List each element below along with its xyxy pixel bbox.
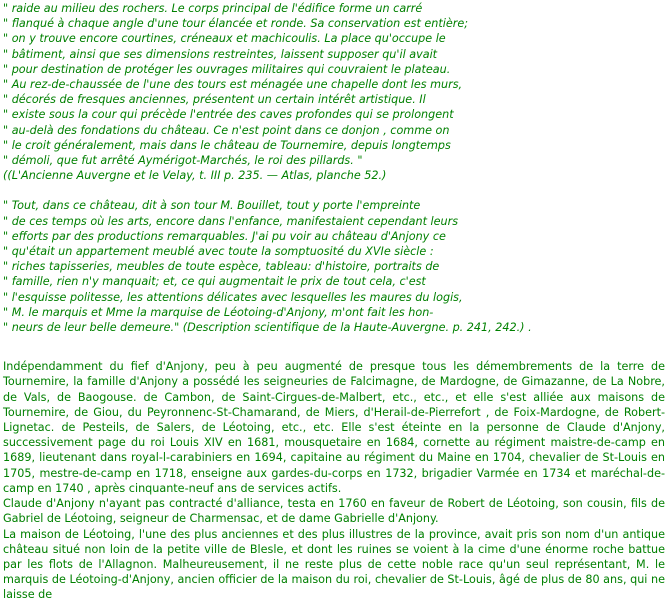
paragraph-claude-anjony: Claude d'Anjony n'ayant pas contracté d'alliance, testa en 1760 en faveur de Robert de Léotoing, son cousin, fils de Gabriel de Léotoing, seigneur de Charmensac, et de dame Gabrielle d'Anjony. <box>3 497 665 526</box>
quote-block-1 <box>3 1 665 183</box>
quote-line: " Au rez-de-chaussée de l'une des tours est ménagée une chapelle dont les murs, <box>3 78 463 92</box>
spacer <box>3 183 665 198</box>
quote-line: " au-delà des fondations du château. Ce n'est point dans ce donjon , comme on <box>3 123 450 137</box>
quote-line: " démoli, que fut arrêté Aymérigot-Marchés, le roi des pillards. " <box>3 154 363 168</box>
quote-line: " flanqué à chaque angle d'une tour élancée et ronde. Sa conservation est entière; <box>3 17 469 31</box>
quote-line: " existe sous la cour qui précède l'entrée des caves profondes qui se prolongent <box>3 108 454 122</box>
quote-line: " l'esquisse politesse, les attentions délicates avec lesquelles les maures du logis, <box>3 290 463 304</box>
quote-line: " efforts par des productions remarquables. J'ai pu voir au château d'Anjony ce <box>3 229 446 243</box>
quote-citation: " neurs de leur belle demeure." (Description scientifique de la Haute-Auvergne. p. 241, 242.) . <box>3 321 532 335</box>
quote-line: " décorés de fresques anciennes, présentent un certain intérêt artistique. Il <box>3 93 426 107</box>
quote-line: " riches tapisseries, meubles de toute espèce, tableau: d'histoire, portraits de <box>3 260 440 274</box>
quote-line: " on y trouve encore courtines, créneaux et machicoulis. La place qu'occupe le <box>3 32 446 46</box>
quote-line: " de ces temps où les arts, encore dans l'enfance, manifestaient cependant leurs <box>3 214 459 228</box>
document-page <box>3 1 665 603</box>
spacer <box>3 335 665 359</box>
quote-block-2 <box>3 198 665 335</box>
quote-line: " famille, rien n'y manquait; et, ce qui augmentait le prix de tout cela, c'est <box>3 275 426 289</box>
quote-citation: ((L'Ancienne Auvergne et le Velay, t. III p. 235. — Atlas, planche 52.) <box>3 169 387 183</box>
quote-line: " M. le marquis et Mme la marquise de Léotoing-d'Anjony, m'ont fait les hon- <box>3 305 434 319</box>
quote-line: " raide au milieu des rochers. Le corps principal de l'édifice forme un carré <box>3 2 423 15</box>
quote-line: " qu'était un appartement meublé avec toute la somptuosité du XVIe siècle : <box>3 245 434 259</box>
quote-line: " pour destination de protéger les ouvrages militaires qui couvraient le plateau. <box>3 62 451 76</box>
body-text <box>3 359 665 602</box>
quote-line: " Tout, dans ce château, dit à son tour M. Bouillet, tout y porte l'empreinte <box>3 199 421 213</box>
paragraph-maison-leotoing: La maison de Léotoing, l'une des plus anciennes et des plus illustres de la province, avait pris son nom d'un antique château situé non loin de la petite ville de Blesle, et dont les ruines se voient à la cime d'une énorme roche battue par les flots de l'Allagnon. Malheureusement, il ne reste plus de cette noble race qu'un seul représentant, M. le marquis de Léotoing-d'Anjony, ancien officier de la maison du roi, chevalier de St-Louis, âgé de plus de 80 ans, qui ne laisse de <box>3 527 665 602</box>
quote-line: " le croit généralement, mais dans le château de Tournemire, depuis longtemps <box>3 138 451 152</box>
paragraph-anjony-fief: Indépendamment du fief d'Anjony, peu à peu augmenté de presque tous les démembrements de la terre de Tournemire, la famille d'Anjony a possédé les seigneuries de Falcimagne, de Mardogne, de Gimazanne, de La Nobre, de Vals, de Baogouse. de Cambon, de Saint-Cirgues-de-Malbert, etc., etc., et elle s'est alliée aux maisons de Tournemire, de Giou, du Peyronnenc-St-Chamarand, de Miers, d'Herail-de-Pierrefort , de Foix-Mardogne, de Robert-Lignetac. de Pesteils, de Salers, de Léotoing, etc., etc. Elle s'est éteinte en la personne de Claude d'Anjony, successivement page du roi Louis XIV en 1681, mousquetaire en 1684, cornette au régiment maistre-de-camp en 1689, lieutenant dans royal-l-carabiniers en 1694, capitaine au régiment du Maine en 1704, chevalier de St-Louis en 1705, mestre-de-camp en 1718, enseigne aux gardes-du-corps en 1732, brigadier Varmée en 1734 et maréchal-de-camp en 1740 , après cinquante-neuf ans de services actifs. <box>3 360 665 495</box>
quote-line: " bâtiment, ainsi que ses dimensions restreintes, laissent supposer qu'il avait <box>3 47 438 61</box>
